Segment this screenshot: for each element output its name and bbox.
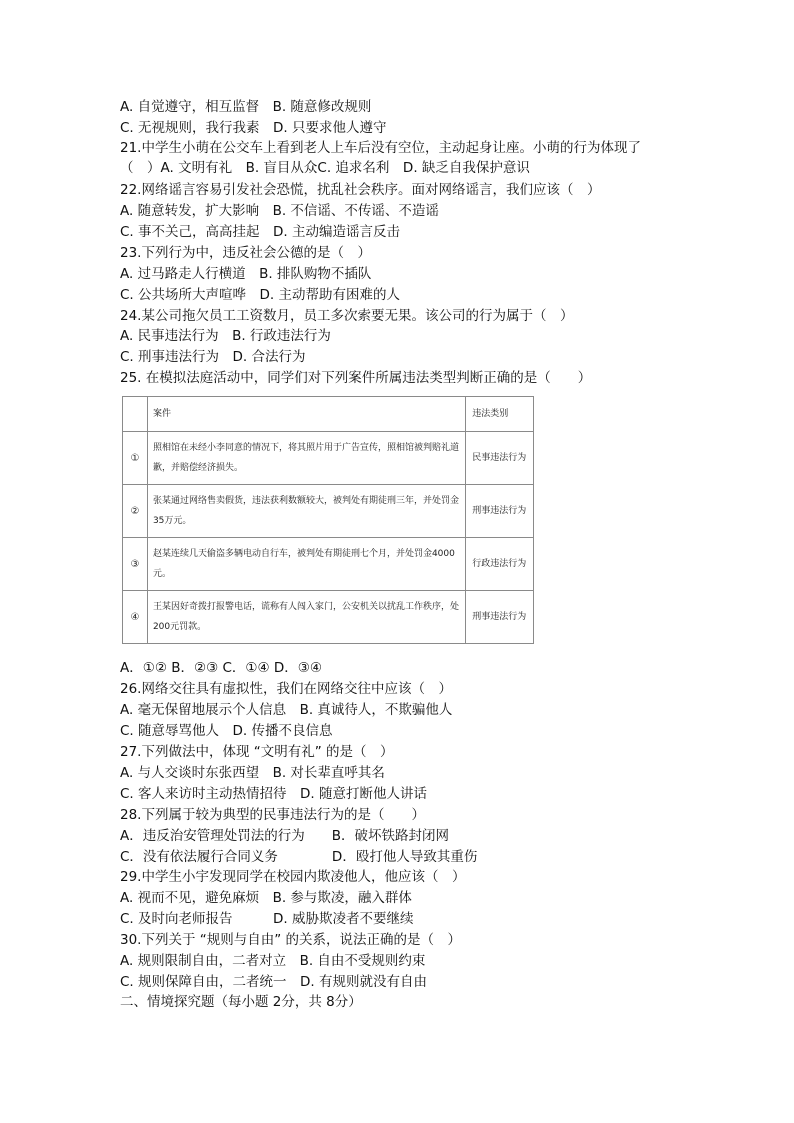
q29-options-cd: C. 及时向老师报告 D. 威胁欺凌者不要继续 (120, 911, 414, 927)
table-row (123, 538, 534, 591)
q28-options-ab: A．违反治安管理处罚法的行为 B．破坏铁路封闭网 (120, 828, 449, 844)
q24-options-ab: A. 民事违法行为 B. 行政违法行为 (120, 328, 331, 344)
q24-stem: 24.某公司拖欠员工工资数月，员工多次索要无果。该公司的行为属于（ ） (120, 308, 574, 324)
row-type: 民事违法行为 (466, 432, 534, 485)
table-header-type: 违法类别 (466, 397, 534, 432)
q28-stem: 28.下列属于较为典型的民事违法行为的是（ ） (120, 807, 425, 823)
row-num: ③ (123, 538, 148, 591)
row-case: 张某通过网络售卖假货，违法获利数额较大，被判处有期徒刑三年，并处罚金35万元。 (147, 485, 465, 538)
case-table (122, 396, 534, 644)
q28-options-cd: C．没有依法履行合同义务 D．殴打他人导致其重伤 (120, 849, 478, 865)
q22-stem: 22.网络谣言容易引发社会恐慌，扰乱社会秩序。面对网络谣言，我们应该（ ） (120, 182, 601, 198)
row-type: 刑事违法行为 (466, 591, 534, 644)
q21-options: （ ）A. 文明有礼 B. 盲目从众C. 追求名利 D. 缺乏自我保护意识 (120, 160, 530, 176)
row-type: 行政违法行为 (466, 538, 534, 591)
table-row (123, 432, 534, 485)
row-type: 刑事违法行为 (466, 485, 534, 538)
q27-options-ab: A. 与人交谈时东张西望 B. 对长辈直呼其名 (120, 765, 385, 781)
q22-options-cd: C. 事不关己，高高挂起 D. 主动编造谣言反击 (120, 224, 400, 240)
q23-options-cd: C. 公共场所大声喧哗 D. 主动帮助有困难的人 (120, 287, 400, 303)
row-num: ① (123, 432, 148, 485)
q25-stem: 25. 在模拟法庭活动中，同学们对下列案件所属违法类型判断正确的是（ ） (120, 370, 592, 386)
q24-options-cd: C. 刑事违法行为 D. 合法行为 (120, 349, 306, 365)
table-header-case: 案件 (147, 397, 465, 432)
q25-options: A．①② B．②③ C．①④ D．③④ (120, 660, 323, 676)
row-case: 照相馆在未经小李同意的情况下，将其照片用于广告宣传，照相馆被判赔礼道歉，并赔偿经济损失。 (147, 432, 465, 485)
table-header-row (123, 397, 534, 432)
q29-stem: 29.中学生小宇发现同学在校园内欺凌他人，他应该（ ） (120, 869, 466, 885)
table-row (123, 591, 534, 644)
q30-options-ab: A. 规则限制自由，二者对立 B. 自由不受规则约束 (120, 953, 426, 969)
q27-options-cd: C. 客人来访时主动热情招待 D. 随意打断他人讲话 (120, 786, 427, 802)
q22-options-ab: A. 随意转发，扩大影响 B. 不信谣、不传谣、不造谣 (120, 203, 439, 219)
q20-options-ab: A. 自觉遵守，相互监督 B. 随意修改规则 (120, 99, 372, 115)
q27-stem: 27.下列做法中，体现 “文明有礼” 的是（ ） (120, 744, 394, 760)
q23-stem: 23.下列行为中，违反社会公德的是（ ） (120, 245, 371, 261)
q23-options-ab: A. 过马路走人行横道 B. 排队购物不插队 (120, 266, 372, 282)
q20-options-cd: C. 无视规则，我行我素 D. 只要求他人遵守 (120, 120, 387, 136)
q30-stem: 30.下列关于 “规则与自由” 的关系，说法正确的是（ ） (120, 932, 462, 948)
table-row (123, 485, 534, 538)
q29-options-ab: A. 视而不见，避免麻烦 B. 参与欺凌，融入群体 (120, 890, 412, 906)
table-header-num (123, 397, 148, 432)
row-num: ④ (123, 591, 148, 644)
row-case: 赵某连续几天偷盗多辆电动自行车，被判处有期徒刑七个月，并处罚金4000元。 (147, 538, 465, 591)
row-num: ② (123, 485, 148, 538)
q26-stem: 26.网络交往具有虚拟性，我们在网络交往中应该（ ） (120, 681, 452, 697)
q21-stem: 21.中学生小萌在公交车上看到老人上车后没有空位，主动起身让座。小萌的行为体现了 (120, 140, 641, 156)
q30-options-cd: C. 规则保障自由，二者统一 D. 有规则就没有自由 (120, 974, 427, 990)
section-two-heading: 二、情境探究题（每小题 2分，共 8分） (120, 994, 362, 1010)
q26-options-cd: C. 随意辱骂他人 D. 传播不良信息 (120, 723, 333, 739)
q26-options-ab: A. 毫无保留地展示个人信息 B. 真诚待人，不欺骗他人 (120, 702, 453, 718)
row-case: 王某因好奇拨打报警电话，谎称有人闯入家门，公安机关以扰乱工作秩序，处200元罚款。 (147, 591, 465, 644)
